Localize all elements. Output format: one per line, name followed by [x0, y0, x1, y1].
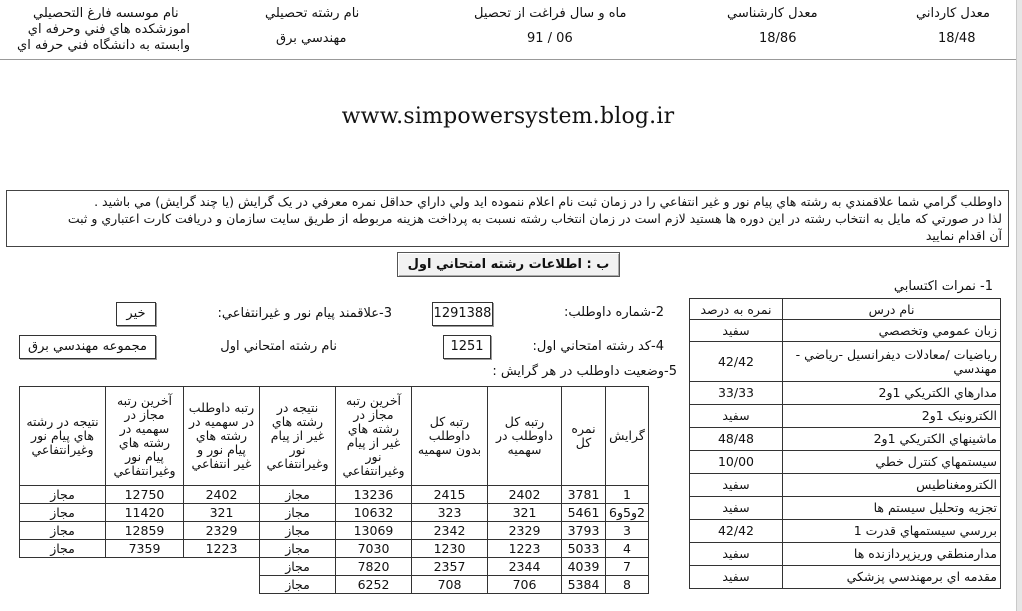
notice-line-3: آن اقدام نماييد — [925, 228, 1002, 243]
course-name: الکترومغناطيس — [783, 474, 1001, 497]
header-value-avg-bachelor: 18/86 — [759, 31, 797, 46]
grades-table-header — [690, 299, 1001, 320]
table-cell: 13069 — [336, 522, 412, 540]
interest-value: خير — [116, 302, 156, 326]
table-cell: 2و5و6 — [606, 504, 649, 522]
table-row — [20, 576, 649, 594]
table-cell: 3793 — [562, 522, 606, 540]
col-header-rank-without-quota: رتبه کل داوطلب بدون سهميه — [412, 387, 488, 486]
table-cell — [106, 558, 184, 576]
status-table-header — [20, 387, 649, 486]
col-header-last-allowed-rank: آخرين رتبه مجاز در رشته هاي غير از پيام نور وغيرانتفاعي — [336, 387, 412, 486]
table-cell — [106, 576, 184, 594]
course-name: رياضيات /معادلات ديفرانسيل -رياضي - مهندسي — [783, 342, 1001, 382]
course-name: ماشينهاي الکتريکي 1و2 — [783, 428, 1001, 451]
table-cell: 1230 — [412, 540, 488, 558]
table-cell: مجاز — [260, 540, 336, 558]
table-cell: 2357 — [412, 558, 488, 576]
table-cell: 5384 — [562, 576, 606, 594]
institute-line-1: اموزشکده هاي فني وحرفه اي — [27, 22, 190, 37]
table-cell: 2329 — [488, 522, 562, 540]
table-cell: 12859 — [106, 522, 184, 540]
table-cell: 2329 — [184, 522, 260, 540]
table-cell: 323 — [412, 504, 488, 522]
table-row — [690, 428, 1001, 451]
col-header-score: نمره به درصد — [690, 299, 783, 320]
course-score: سفيد — [690, 497, 783, 520]
table-cell: 2402 — [488, 486, 562, 504]
table-row — [690, 520, 1001, 543]
table-cell: 4039 — [562, 558, 606, 576]
table-cell — [184, 558, 260, 576]
table-row — [20, 522, 649, 540]
course-score: 48/48 — [690, 428, 783, 451]
table-cell: مجاز — [260, 522, 336, 540]
table-cell — [20, 558, 106, 576]
table-cell: 7030 — [336, 540, 412, 558]
header-value-field: مهندسي برق — [276, 31, 347, 46]
table-cell: 13236 — [336, 486, 412, 504]
status-table — [19, 386, 649, 594]
col-header-rank-with-quota: رتبه کل داوطلب در سهميه — [488, 387, 562, 486]
header-label-field: نام رشته تحصيلي — [265, 6, 360, 21]
status-label: 5-وضعيت داوطلب در هر گرايش : — [492, 364, 677, 379]
table-cell: 1 — [606, 486, 649, 504]
header-label-avg-bachelor: معدل کارشناسي — [727, 6, 818, 21]
table-row — [20, 486, 649, 504]
table-cell: 7359 — [106, 540, 184, 558]
course-score: سفيد — [690, 566, 783, 589]
course-name: بررسي سيستمهاي قدرت 1 — [783, 520, 1001, 543]
table-cell: 5461 — [562, 504, 606, 522]
notice-line-1: داوطلب گرامي شما علاقمندي به رشته هاي پيام نور و غير انتفاعي را در زمان ثبت نام اعلام ننموده ايد ولي داراي حداقل نمره معرفي در يک گرايش (يا چند گرايش) مي باشيد . — [94, 194, 1002, 209]
table-cell: 4 — [606, 540, 649, 558]
header-label-avg-diploma: معدل کارداني — [916, 6, 990, 21]
course-score: 42/42 — [690, 520, 783, 543]
col-header-course: نام درس — [783, 299, 1001, 320]
table-row — [20, 540, 649, 558]
header-divider — [0, 59, 1016, 60]
table-cell: 2415 — [412, 486, 488, 504]
watermark-url: www.simpowersystem.blog.ir — [341, 104, 675, 129]
table-cell: 1223 — [488, 540, 562, 558]
col-header-pnu-result: نتيجه در رشته هاي پيام نور وغيرانتفاعي — [20, 387, 106, 486]
table-cell — [20, 576, 106, 594]
course-name: زبان عمومي وتخصصي — [783, 320, 1001, 342]
table-row — [690, 474, 1001, 497]
table-cell: 321 — [488, 504, 562, 522]
col-header-total-score: نمره کل — [562, 387, 606, 486]
course-name: مقدمه اي برمهندسي پزشکي — [783, 566, 1001, 589]
table-cell: 321 — [184, 504, 260, 522]
header-value-avg-diploma: 18/48 — [938, 31, 976, 46]
table-cell: 12750 — [106, 486, 184, 504]
course-name: مدارهاي الکتريکي 1و2 — [783, 382, 1001, 405]
course-name: تجزيه وتحليل سيستم ها — [783, 497, 1001, 520]
table-cell: مجاز — [260, 486, 336, 504]
table-cell: 2402 — [184, 486, 260, 504]
table-cell: مجاز — [260, 558, 336, 576]
table-cell: 5033 — [562, 540, 606, 558]
institute-line-2: وابسته به دانشگاه فني حرفه اي — [17, 38, 190, 53]
course-name: الکترونيک 1و2 — [783, 405, 1001, 428]
header-value-grad-date: 91 / 06 — [527, 31, 573, 46]
applicant-number-label: 2-شماره داوطلب: — [563, 305, 664, 320]
header-label-grad-date: ماه و سال فراغت از تحصيل — [474, 6, 627, 21]
notice-line-2: لذا در صورتي که مايل به انتخاب رشته در اين دوره ها هستيد لازم است در زمان انتخاب رشته نسبت به پرداخت هزينه مربوطه از طريق سايت سازمان و دريافت کارت اعتباري و ثبت — [67, 211, 1002, 226]
table-cell: 1223 — [184, 540, 260, 558]
interest-label: 3-علاقمند پيام نور و غيرانتفاعي: — [217, 306, 392, 321]
table-cell: مجاز — [260, 576, 336, 594]
table-cell: 708 — [412, 576, 488, 594]
table-row — [690, 405, 1001, 428]
table-cell: 3 — [606, 522, 649, 540]
table-cell: مجاز — [20, 540, 106, 558]
col-header-pnu-rank: رتبه داوطلب در سهميه در رشته هاي پيام نور و غير انتفاعي — [184, 387, 260, 486]
table-cell: 706 — [488, 576, 562, 594]
table-row — [690, 451, 1001, 474]
course-name: سيستمهاي کنترل خطي — [783, 451, 1001, 474]
table-cell: 10632 — [336, 504, 412, 522]
table-cell: مجاز — [20, 486, 106, 504]
grades-table — [689, 298, 1001, 589]
grades-title: 1- نمرات اکتسابي — [893, 279, 993, 294]
course-score: 42/42 — [690, 342, 783, 382]
table-cell: 7820 — [336, 558, 412, 576]
vertical-scrollbar[interactable] — [1016, 0, 1022, 611]
field-code-label: 4-کد رشته امتحاني اول: — [532, 339, 664, 354]
field-name-label: نام رشته امتحاني اول — [220, 339, 337, 354]
course-score: سفيد — [690, 405, 783, 428]
table-cell: 11420 — [106, 504, 184, 522]
col-header-result: نتيجه در رشته هاي غير از پيام نور وغيرانتفاعي — [260, 387, 336, 486]
course-score: سفيد — [690, 320, 783, 342]
table-cell: مجاز — [20, 522, 106, 540]
table-row — [20, 504, 649, 522]
table-row — [690, 382, 1001, 405]
table-cell: 3781 — [562, 486, 606, 504]
table-cell: 6252 — [336, 576, 412, 594]
course-score: سفيد — [690, 543, 783, 566]
course-score: 10/00 — [690, 451, 783, 474]
course-score: 33/33 — [690, 382, 783, 405]
table-cell — [184, 576, 260, 594]
table-cell: 8 — [606, 576, 649, 594]
header-label-institute: نام موسسه فارغ التحصيلي — [33, 6, 179, 21]
col-header-orientation: گرايش — [606, 387, 649, 486]
col-header-pnu-last-allowed-rank: آخرين رتبه مجاز در سهميه در رشته هاي پيام نور وغيرانتفاعي — [106, 387, 184, 486]
field-code-value: 1251 — [443, 335, 491, 359]
table-row — [690, 543, 1001, 566]
course-name: مدارمنطقي وريزپردازنده ها — [783, 543, 1001, 566]
table-cell: 2344 — [488, 558, 562, 576]
table-cell: 7 — [606, 558, 649, 576]
notice-box — [6, 190, 1009, 247]
applicant-number-value: 1291388 — [432, 302, 493, 326]
table-row — [20, 558, 649, 576]
header-value-institute — [10, 22, 190, 54]
section-title: ب : اطلاعات رشته امتحاني اول — [397, 252, 620, 277]
table-row — [690, 320, 1001, 342]
course-score: سفيد — [690, 474, 783, 497]
table-cell: مجاز — [260, 504, 336, 522]
table-row — [690, 342, 1001, 382]
field-name-value: مجموعه مهندسي برق — [19, 335, 156, 359]
table-row — [690, 497, 1001, 520]
table-cell: مجاز — [20, 504, 106, 522]
table-row — [690, 566, 1001, 589]
table-cell: 2342 — [412, 522, 488, 540]
